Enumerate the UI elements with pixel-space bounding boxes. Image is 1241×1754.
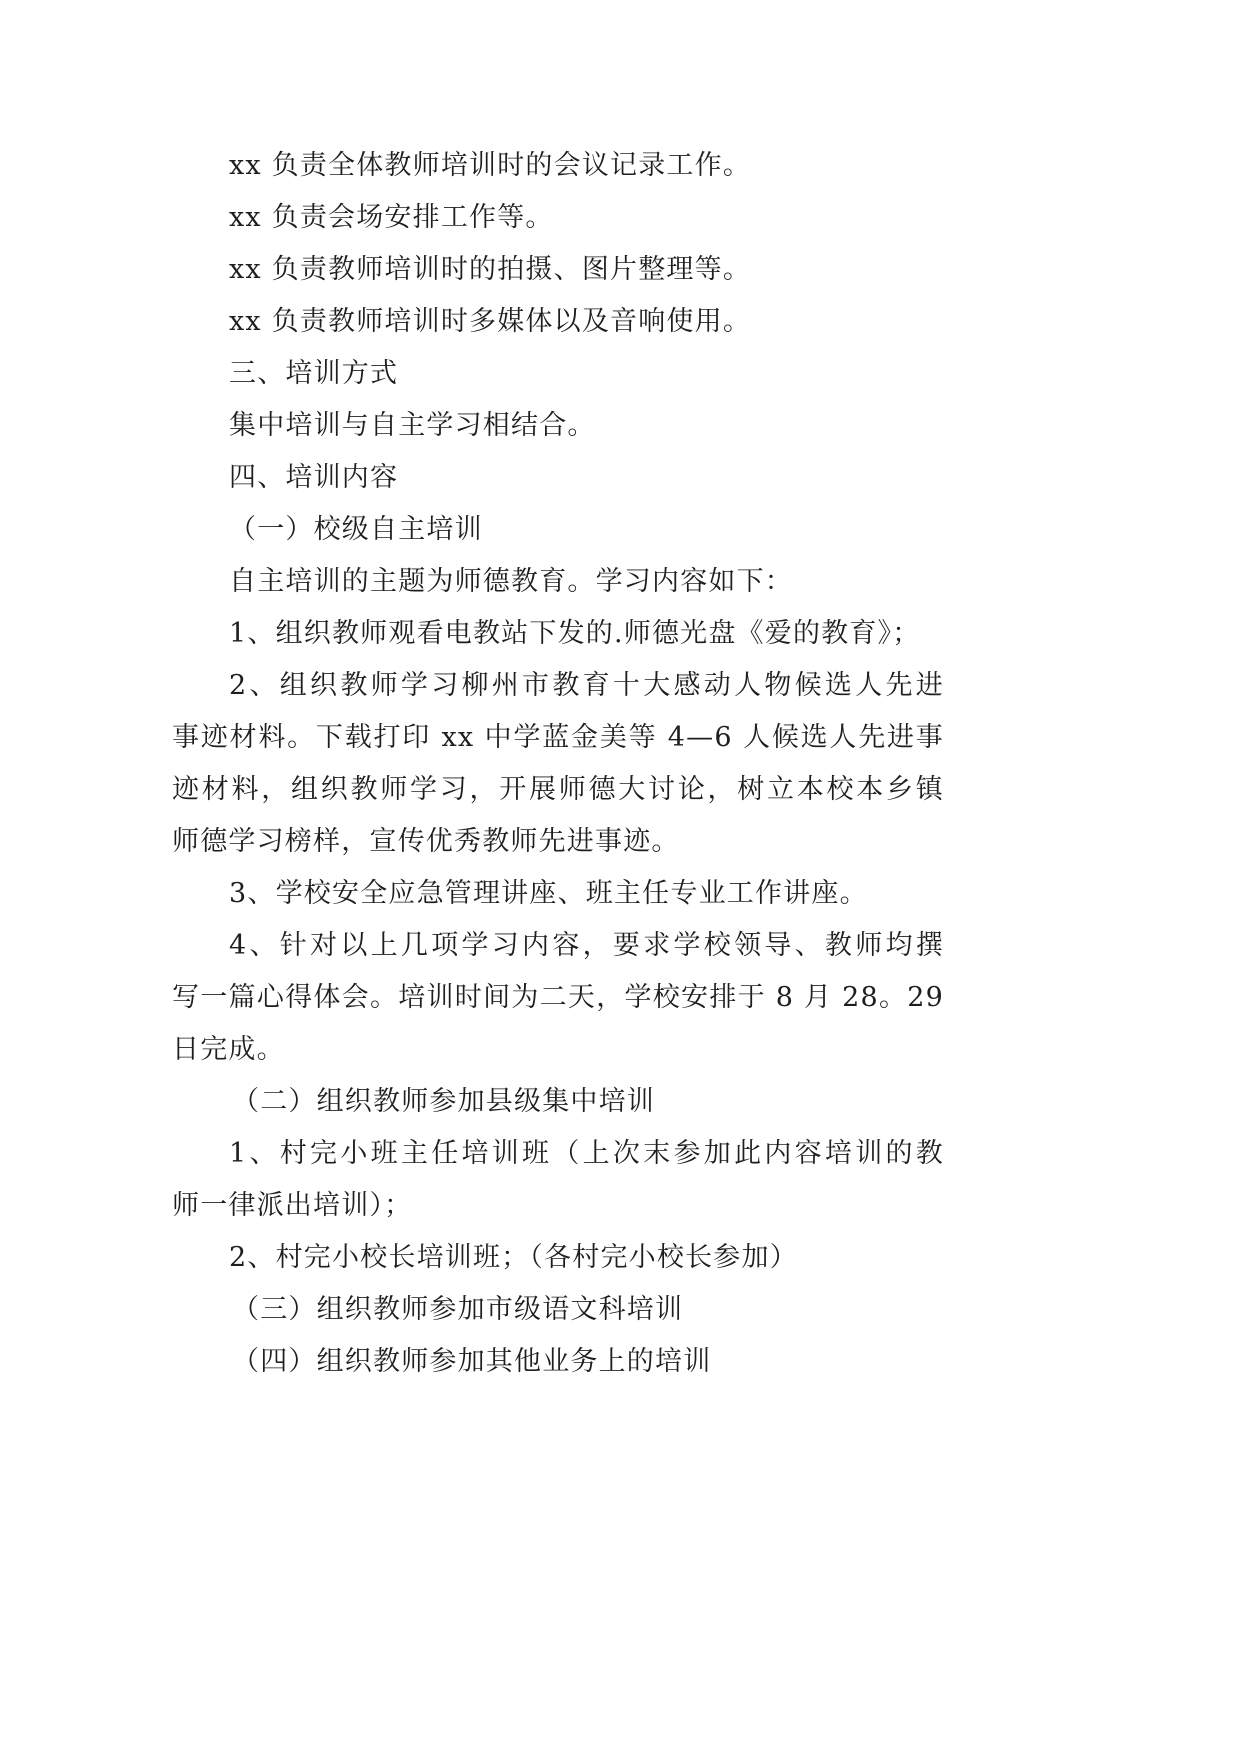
- subsection-heading-school-training: [172, 504, 944, 556]
- paragraph-duty-photography: [172, 244, 944, 296]
- text-line: 写一篇心得体会。培训时间为二天，学校安排于 8 月 28。29: [172, 982, 944, 1013]
- subsection-heading: （二）组织教师参加县级集中培训: [232, 1086, 655, 1117]
- text-line: 集中培训与自主学习相结合。: [229, 410, 596, 441]
- subsection-heading: （一）校级自主培训: [229, 514, 483, 545]
- paragraph-training-method: [172, 400, 944, 452]
- list-item-1: [172, 608, 944, 660]
- text-line: 3、学校安全应急管理讲座、班主任专业工作讲座。: [229, 878, 868, 909]
- text-line: xx 负责全体教师培训时的会议记录工作。: [229, 150, 752, 181]
- paragraph-duty-multimedia: [172, 296, 944, 348]
- subsection-heading: （三）组织教师参加市级语文科培训: [232, 1294, 684, 1325]
- text-line: 日完成。: [172, 1034, 285, 1065]
- list-item-3: [172, 868, 944, 920]
- section-heading-training-method: [172, 348, 944, 400]
- text-line: 迹材料，组织教师学习，开展师德大讨论，树立本校本乡镇: [172, 774, 944, 805]
- subsection-heading: （四）组织教师参加其他业务上的培训: [232, 1346, 712, 1377]
- subsection-heading-other-training: [172, 1336, 944, 1388]
- text-line: 1、组织教师观看电教站下发的.师德光盘《爱的教育》；: [229, 618, 921, 649]
- list-item-2: [172, 660, 944, 868]
- text-line: 师一律派出培训）；: [172, 1190, 413, 1221]
- text-line: 师德学习榜样，宣传优秀教师先进事迹。: [172, 826, 680, 857]
- document-body: [172, 140, 944, 1388]
- paragraph-training-theme: [172, 556, 944, 608]
- text-line: 2、组织教师学习柳州市教育十大感动人物候选人先进: [229, 670, 944, 701]
- text-line: xx 负责会场安排工作等。: [229, 202, 554, 233]
- section-heading: 四、培训内容: [229, 462, 399, 493]
- subsection-heading-county-training: [172, 1076, 944, 1128]
- text-line: xx 负责教师培训时的拍摄、图片整理等。: [229, 254, 752, 285]
- text-line: 自主培训的主题为师德教育。学习内容如下：: [229, 566, 793, 597]
- section-heading-training-content: [172, 452, 944, 504]
- text-line: xx 负责教师培训时多媒体以及音响使用。: [229, 306, 752, 337]
- text-line: 2、村完小校长培训班；（各村完小校长参加）: [229, 1242, 798, 1273]
- paragraph-duty-venue: [172, 192, 944, 244]
- county-list-item-2: [172, 1232, 944, 1284]
- text-line: 事迹材料。下载打印 xx 中学蓝金美等 4—6 人候选人先进事: [172, 722, 944, 753]
- paragraph-duty-meeting-record: [172, 140, 944, 192]
- section-heading: 三、培训方式: [229, 358, 399, 389]
- text-line: 1、村完小班主任培训班（上次末参加此内容培训的教: [229, 1138, 944, 1169]
- list-item-4: [172, 920, 944, 1076]
- subsection-heading-city-training: [172, 1284, 944, 1336]
- text-line: 4、针对以上几项学习内容，要求学校领导、教师均撰: [229, 930, 944, 961]
- county-list-item-1: [172, 1128, 944, 1232]
